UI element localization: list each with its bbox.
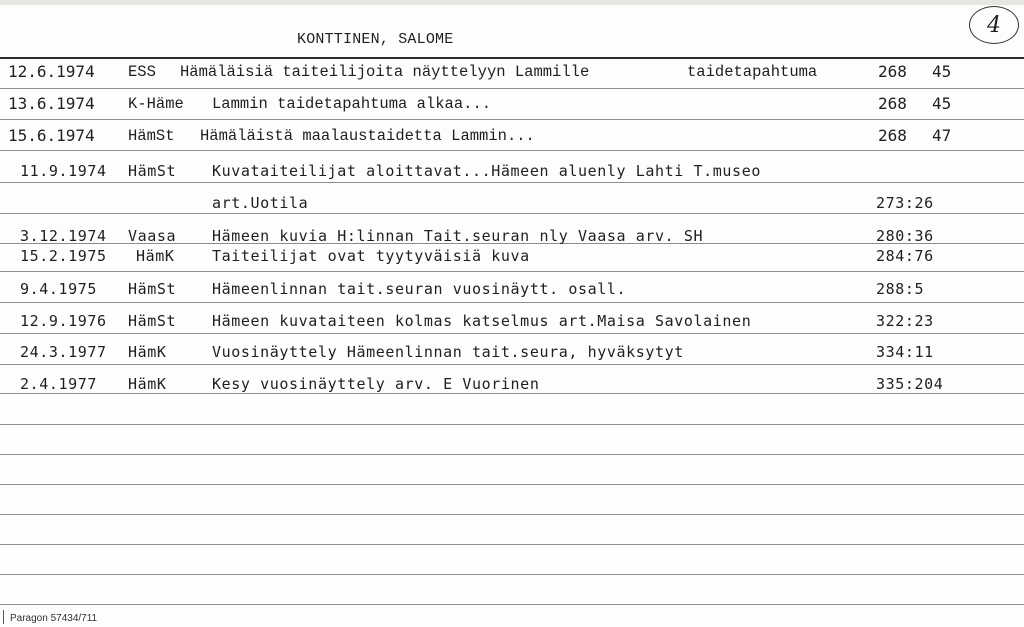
entry-text: Taiteilijat ovat tyytyväisiä kuva — [212, 247, 530, 265]
entry-date: 3.12.1974 — [20, 227, 107, 245]
entry-ref: 273:26 — [876, 194, 934, 212]
ruled-line — [0, 424, 1024, 425]
entry-ref: 335:204 — [876, 375, 944, 393]
entry-ref: 280:36 — [876, 227, 934, 245]
ruled-line — [0, 544, 1024, 545]
ruled-line — [0, 454, 1024, 455]
entry-date: 15.6.1974 — [8, 126, 95, 145]
ruled-line — [0, 574, 1024, 575]
entry-ref-issue: 45 — [932, 62, 952, 81]
entry-date: 12.9.1976 — [20, 312, 107, 330]
entry-date: 13.6.1974 — [8, 94, 95, 113]
entry-ref-page: 268 — [878, 94, 907, 113]
card-number: 4 — [987, 12, 1001, 38]
card-title: KONTTINEN, SALOME — [297, 31, 454, 48]
entry-ref: 288:5 — [876, 280, 925, 298]
ruled-line — [0, 333, 1024, 334]
entry-date: 9.4.1975 — [20, 280, 98, 298]
entry-source: K-Häme — [128, 95, 184, 113]
ruled-line — [0, 393, 1024, 394]
entry-source: HämK — [128, 375, 167, 393]
entry-source: HämSt — [128, 312, 177, 330]
card-top-edge — [0, 0, 1024, 5]
entry-text-extra: taidetapahtuma — [687, 63, 818, 81]
entry-source: HämSt — [128, 280, 177, 298]
entry-text: Kuvataiteilijat aloittavat...Hämeen aluenly Lahti T.museo — [212, 162, 761, 180]
entry-text: Hämeenlinnan tait.seuran vuosinäytt. osall. — [212, 280, 627, 298]
ruled-line — [0, 213, 1024, 214]
ruled-line — [0, 150, 1024, 151]
ruled-line — [0, 484, 1024, 485]
entry-source: Vaasa — [128, 227, 177, 245]
entry-text: Hämeen kuvia H:linnan Tait.seuran nly Vaasa arv. SH — [212, 227, 704, 245]
entry-text: Vuosinäyttely Hämeenlinnan tait.seura, hyväksytyt — [212, 343, 684, 361]
footer-margin-mark — [3, 610, 4, 624]
entry-date: 12.6.1974 — [8, 62, 95, 81]
entry-ref-page: 268 — [878, 62, 907, 81]
entry-text: Kesy vuosinäyttely arv. E Vuorinen — [212, 375, 540, 393]
entry-date: 11.9.1974 — [20, 162, 107, 180]
entry-date: 2.4.1977 — [20, 375, 98, 393]
ruled-line — [0, 302, 1024, 303]
ruled-line — [0, 119, 1024, 120]
entry-ref-issue: 47 — [932, 126, 952, 145]
entry-text-continued: art.Uotila — [212, 194, 309, 212]
entry-ref: 322:23 — [876, 312, 934, 330]
entry-text: Hämeen kuvataiteen kolmas katselmus art.Maisa Savolainen — [212, 312, 752, 330]
entry-text: Hämäläistä maalaustaidetta Lammin... — [200, 127, 535, 145]
ruled-line — [0, 57, 1024, 59]
ruled-line — [0, 604, 1024, 605]
card-footer: Paragon 57434/711 — [10, 613, 98, 624]
entry-text: Hämäläisiä taiteilijoita näyttelyyn Lammille — [180, 63, 590, 81]
ruled-line — [0, 182, 1024, 183]
entry-text: Lammin taidetapahtuma alkaa... — [212, 95, 492, 113]
entry-source: HämK — [128, 343, 167, 361]
ruled-line — [0, 271, 1024, 272]
entry-source: HämSt — [128, 162, 177, 180]
entry-ref-page: 268 — [878, 126, 907, 145]
entry-ref: 284:76 — [876, 247, 934, 265]
card-number-circle — [969, 6, 1019, 44]
ruled-line — [0, 88, 1024, 89]
entry-source: ESS — [128, 63, 156, 81]
entry-ref-issue: 45 — [932, 94, 952, 113]
entry-source: HämK — [136, 247, 175, 265]
entry-date: 24.3.1977 — [20, 343, 107, 361]
ruled-line — [0, 514, 1024, 515]
entry-source: HämSt — [128, 127, 175, 145]
entry-ref: 334:11 — [876, 343, 934, 361]
entry-date: 15.2.1975 — [20, 247, 107, 265]
ruled-line — [0, 364, 1024, 365]
